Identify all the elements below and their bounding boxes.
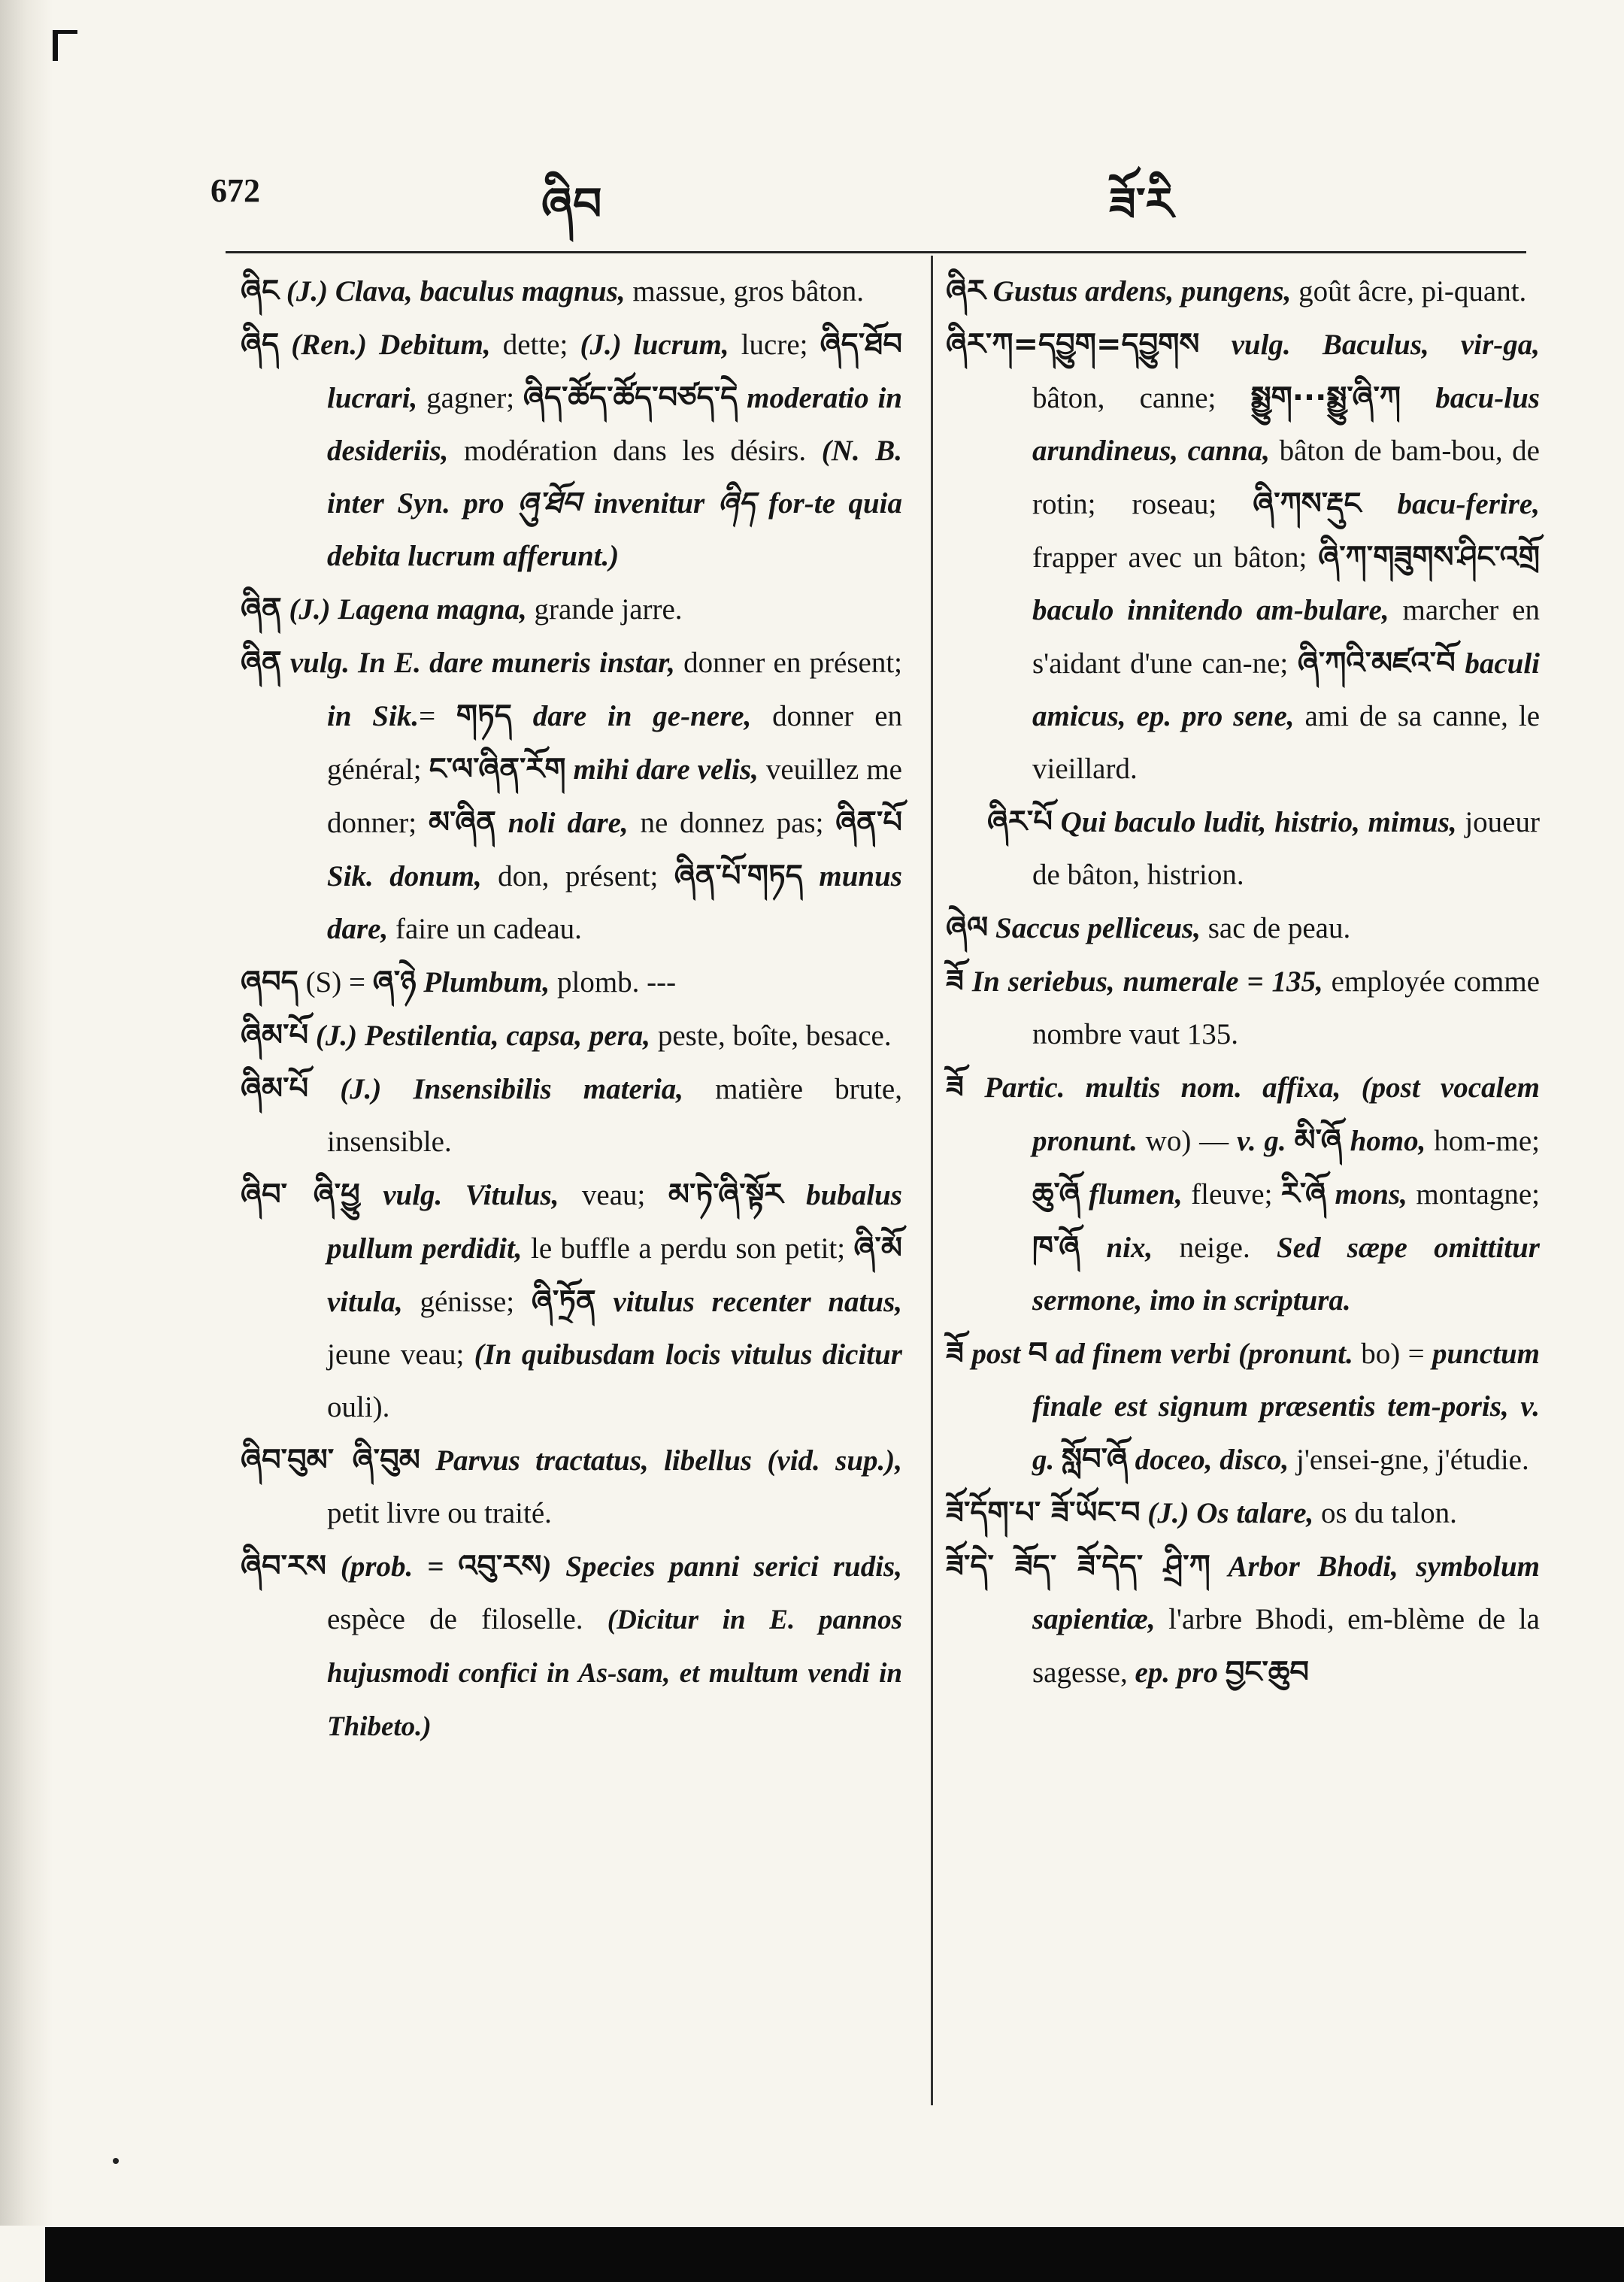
latin-gloss: punctum finale est signum præsentis tem-poris, v. g. [1032, 1338, 1541, 1476]
latin-gloss: homo, [1341, 1125, 1426, 1157]
latin-gloss: (prob. = [326, 1550, 459, 1583]
latin-gloss: baculo innitendo am-bulare, [1032, 594, 1389, 626]
latin-gloss: baculi amicus, ep. pro sene, [1032, 647, 1540, 732]
left-column [241, 265, 902, 1753]
french-gloss: goût âcre, pi-quant. [1291, 275, 1527, 308]
page-header [173, 150, 1534, 231]
french-gloss: bâton de bam-bou, de rotin; roseau; [1032, 435, 1540, 520]
tibetan-term: ཞིར [946, 274, 986, 308]
french-gloss: massue, gros bâton. [625, 275, 864, 308]
column-divider [931, 256, 933, 2105]
running-head-left: ཞིབ [541, 178, 602, 231]
french-gloss: faire un cadeau. [388, 913, 582, 945]
tibetan-term: ཞ་ཉེ [372, 965, 417, 999]
french-gloss: neige. [1153, 1232, 1277, 1264]
tibetan-term: ཞིར་ཀ=དབྱུག=དབྱུགས [946, 327, 1200, 362]
french-gloss: matière brute, insensible. [327, 1073, 902, 1158]
french-gloss: frapper avec un bâton; [1032, 541, 1319, 574]
tibetan-term: སྨྱུག···སྨྱུ་ཞི་ཀ [1250, 380, 1401, 415]
dictionary-entry [946, 902, 1540, 955]
tibetan-term: ཞི་མོ [853, 1231, 902, 1265]
french-gloss: grande jarre. [526, 593, 683, 626]
french-gloss: petit livre ou traité. [327, 1497, 552, 1529]
french-gloss: espèce de filoselle. [327, 1603, 607, 1635]
corner-mark [53, 30, 77, 61]
latin-gloss: Sed sæpe omittitur sermone, imo in scriptura. [1032, 1232, 1540, 1317]
latin-gloss: vitulus recenter natus, [595, 1286, 902, 1318]
dictionary-entry [946, 265, 1540, 318]
tibetan-term: ཟོ [946, 1070, 964, 1105]
latin-gloss: Sik. donum, [327, 860, 482, 892]
latin-gloss: ad finem verbi (pronunt. [1047, 1338, 1353, 1370]
latin-gloss: vulg. Vitulus, [359, 1179, 559, 1211]
french-gloss: montagne; [1407, 1178, 1541, 1211]
tibetan-term: རི་ཞོ [1280, 1177, 1327, 1211]
french-gloss: wo) — [1137, 1125, 1237, 1157]
dictionary-entry [946, 318, 1540, 796]
tibetan-term: ཞེལ [946, 911, 989, 945]
french-gloss [1286, 1125, 1295, 1157]
tibetan-term: འབུ་རས [458, 1549, 542, 1583]
latin-gloss: post [963, 1338, 1029, 1370]
dictionary-entry [241, 1168, 902, 1434]
latin-gloss: dare in ge-nere, [511, 700, 752, 732]
tibetan-term: བ [1028, 1336, 1048, 1371]
french-gloss: veau; [559, 1179, 668, 1211]
right-column [946, 265, 1540, 1699]
french-gloss: bo) = [1353, 1338, 1432, 1370]
tibetan-term: ཞིན [241, 592, 282, 626]
tibetan-term: ཞིན་པོ [835, 805, 902, 840]
french-gloss: ne donnez pas; [628, 807, 836, 839]
latin-gloss: (N. B. inter Syn. pro ཞུ་ཐོབ invenitur ཞིད for-te quia debita lucrum afferunt.) [327, 435, 902, 572]
tibetan-term: ཞིན་པོ་གཏད [674, 859, 803, 893]
tibetan-term: གཏད [456, 699, 512, 733]
tibetan-term: ང་ལ་ཞིན་རོག [429, 752, 566, 786]
tibetan-term: ཞིབ་རས [241, 1549, 326, 1583]
french-gloss: os du talon. [1313, 1497, 1457, 1529]
french-gloss: donner en présent; [674, 647, 902, 679]
dictionary-entry [241, 583, 902, 636]
dictionary-entry [241, 265, 902, 318]
latin-gloss: (J.) Lagena magna, [281, 593, 527, 626]
latin-gloss: (Dicitur in E. pannos hujusmodi confici in As-sam, et multum vendi in Thibeto.) [327, 1605, 903, 1742]
tibetan-term: ཁ་ཞོ [1032, 1230, 1080, 1265]
dictionary-entry [241, 1540, 902, 1753]
tibetan-term: ཆུ་ཞོ [1032, 1177, 1080, 1211]
latin-gloss: Parvus tractatus, libellus (vid. sup.), [420, 1444, 902, 1477]
tibetan-term: ཞིད [241, 327, 280, 362]
dictionary-entry [241, 1434, 902, 1540]
tibetan-term: ཞིན [241, 645, 282, 680]
header-rule [226, 251, 1526, 253]
page-number: 672 [211, 172, 260, 209]
tibetan-term: ཞབད [241, 965, 298, 999]
dictionary-entry [946, 1327, 1540, 1486]
french-gloss [1054, 1444, 1062, 1476]
latin-gloss: (J.) Os talare, [1140, 1497, 1314, 1529]
dictionary-entry [946, 1061, 1540, 1327]
latin-gloss: mihi dare velis, [565, 753, 759, 786]
latin-gloss: (J.) Clava, baculus magnus, [279, 275, 626, 308]
tibetan-term: མ་ཞིན [428, 805, 496, 840]
latin-gloss: lucrari, [327, 382, 418, 414]
french-gloss: marcher en s'aidant d'une can-ne; [1032, 594, 1540, 680]
french-gloss: peste, boîte, besace. [650, 1020, 892, 1052]
tibetan-term: ཞིབ་བུམ་ ཞི་བུམ [241, 1443, 420, 1477]
dictionary-entry [241, 956, 902, 1009]
french-gloss: jeune veau; [327, 1338, 474, 1371]
dictionary-entry [241, 636, 902, 956]
tibetan-term: ཞི་ཀ་གཟུགས་ཤིང་འགྲོ [1318, 540, 1540, 574]
tibetan-term: ཟོ [946, 964, 964, 999]
dictionary-entry [946, 955, 1540, 1061]
tibetan-term: མ་ཏེ་ཞི་སྟོར [668, 1177, 783, 1212]
speck [113, 2158, 119, 2164]
french-gloss: donner en général; [327, 700, 902, 786]
latin-gloss: bubalus pullum perdidit, [327, 1179, 902, 1265]
tibetan-term: ཞིང [241, 274, 280, 308]
dictionary-entry [241, 318, 902, 583]
tibetan-term: ཟོ་དེ་ ཟོད་ ཟོ་དེད་ ཤྲི་ཀ [946, 1549, 1210, 1583]
dictionary-entry [946, 1486, 1540, 1540]
tibetan-term: ཞིམ་པོ [241, 1018, 309, 1053]
latin-gloss: vulg. In E. dare muneris instar, [281, 647, 675, 679]
french-gloss: employée comme nombre vaut 135. [1032, 965, 1540, 1050]
latin-gloss: moderatio in desideriis, [327, 382, 902, 467]
latin-gloss: Partic. multis nom. affixa, (post vocalem pronunt. [963, 1071, 1540, 1157]
tibetan-term: བྱང་ཆུབ [1225, 1655, 1309, 1690]
latin-gloss: In seriebus, numerale = 135, [963, 965, 1323, 998]
tibetan-term: ཞིར་པོ [987, 805, 1053, 839]
french-gloss: bâton, canne; [1032, 382, 1251, 414]
latin-gloss: Plumbum, [416, 966, 550, 999]
latin-gloss: Qui baculo ludit, histrio, mimus, [1052, 806, 1457, 838]
tibetan-term: ཟོ [946, 1336, 964, 1371]
latin-gloss: vitula, [327, 1286, 403, 1318]
latin-gloss: in Sik. [327, 700, 420, 732]
tibetan-term: ཞི་ཀས་རྡུང [1253, 486, 1362, 521]
tibetan-term: ཞི་ཀའི་མཛའ་བོ [1297, 646, 1456, 680]
tibetan-term: ཞིད་ཚོད་ཚོད་བཙད་དེ [523, 380, 738, 415]
latin-gloss: ep. pro [1135, 1656, 1218, 1689]
latin-gloss: (J.) lucrum, [580, 329, 729, 361]
latin-gloss: v. g. [1236, 1125, 1286, 1157]
dictionary-entry [241, 1062, 902, 1168]
dictionary-entry [241, 1009, 902, 1062]
tibetan-term: སློབ་ཞོ [1062, 1442, 1128, 1477]
tibetan-term: ཞིམ་པོ [241, 1071, 309, 1106]
page-binding-edge [0, 0, 53, 2226]
french-gloss: dette; [490, 329, 580, 361]
tibetan-term: ཞི་ཏྲོན [531, 1284, 596, 1319]
french-gloss [1218, 1656, 1226, 1689]
latin-gloss: Gustus ardens, pungens, [985, 275, 1292, 308]
french-gloss: sac de peau. [1200, 912, 1351, 944]
french-gloss: génisse; [402, 1286, 532, 1318]
latin-gloss: nix, [1080, 1232, 1153, 1264]
scan-bottom-border [45, 2227, 1624, 2282]
french-gloss: gagner; [417, 382, 523, 414]
french-gloss: don, présent; [481, 860, 674, 892]
french-gloss: fleuve; [1182, 1178, 1281, 1211]
tibetan-term: ཟོ་དོག་པ་ ཟོ་ཡོང་བ [946, 1496, 1141, 1530]
latin-gloss: mons, [1326, 1178, 1407, 1211]
running-head-right: ཟོ་རི [1109, 178, 1174, 231]
latin-gloss: doceo, disco, [1127, 1444, 1289, 1476]
french-gloss: veuillez me donner; [327, 753, 902, 839]
french-gloss: modération dans les désirs. [448, 435, 822, 467]
french-gloss: l'arbre Bhodi, em-blème de la sagesse, [1032, 1603, 1540, 1689]
latin-gloss: munus dare, [327, 860, 902, 945]
french-gloss: le buffle a perdu son petit; [522, 1232, 854, 1265]
french-gloss: joueur de bâton, histrion. [1032, 806, 1540, 891]
french-gloss: (S) = [298, 966, 373, 999]
latin-gloss: (J.) Insensibilis materia, [308, 1073, 684, 1105]
french-gloss: lucre; [729, 329, 820, 361]
dictionary-entry [946, 1540, 1540, 1699]
french-gloss: = [419, 700, 456, 732]
tibetan-term: མི་ཞོ [1294, 1123, 1342, 1158]
latin-gloss: bacu-lus arundineus, canna, [1032, 382, 1540, 467]
tibetan-term: ཞིད་ཐོབ [820, 327, 902, 362]
latin-gloss: noli dare, [495, 807, 629, 839]
french-gloss: ouli). [327, 1391, 390, 1423]
french-gloss: hom-me; [1426, 1125, 1541, 1157]
tibetan-term: ཞིབ་ ཞི་ཕྱུ [241, 1177, 360, 1212]
latin-gloss: (Ren.) Debitum, [279, 329, 491, 361]
french-gloss: j'ensei-gne, j'étudie. [1289, 1444, 1529, 1476]
latin-gloss: (J.) Pestilentia, capsa, pera, [308, 1020, 651, 1052]
dictionary-entry [946, 796, 1540, 902]
latin-gloss: flumen, [1080, 1178, 1183, 1211]
french-gloss: plomb. --- [550, 966, 677, 999]
french-gloss: ami de sa canne, le vieillard. [1032, 700, 1541, 785]
latin-gloss: ) Species panni serici rudis, [541, 1550, 902, 1583]
latin-gloss: bacu-ferire, [1361, 488, 1540, 520]
latin-gloss: Saccus pelliceus, [988, 912, 1201, 944]
latin-gloss: (In quibusdam locis vitulus dicitur [474, 1338, 902, 1371]
latin-gloss: vulg. Baculus, vir-ga, [1199, 329, 1540, 361]
latin-gloss: Arbor Bhodi, symbolum sapientiæ, [1032, 1550, 1541, 1635]
